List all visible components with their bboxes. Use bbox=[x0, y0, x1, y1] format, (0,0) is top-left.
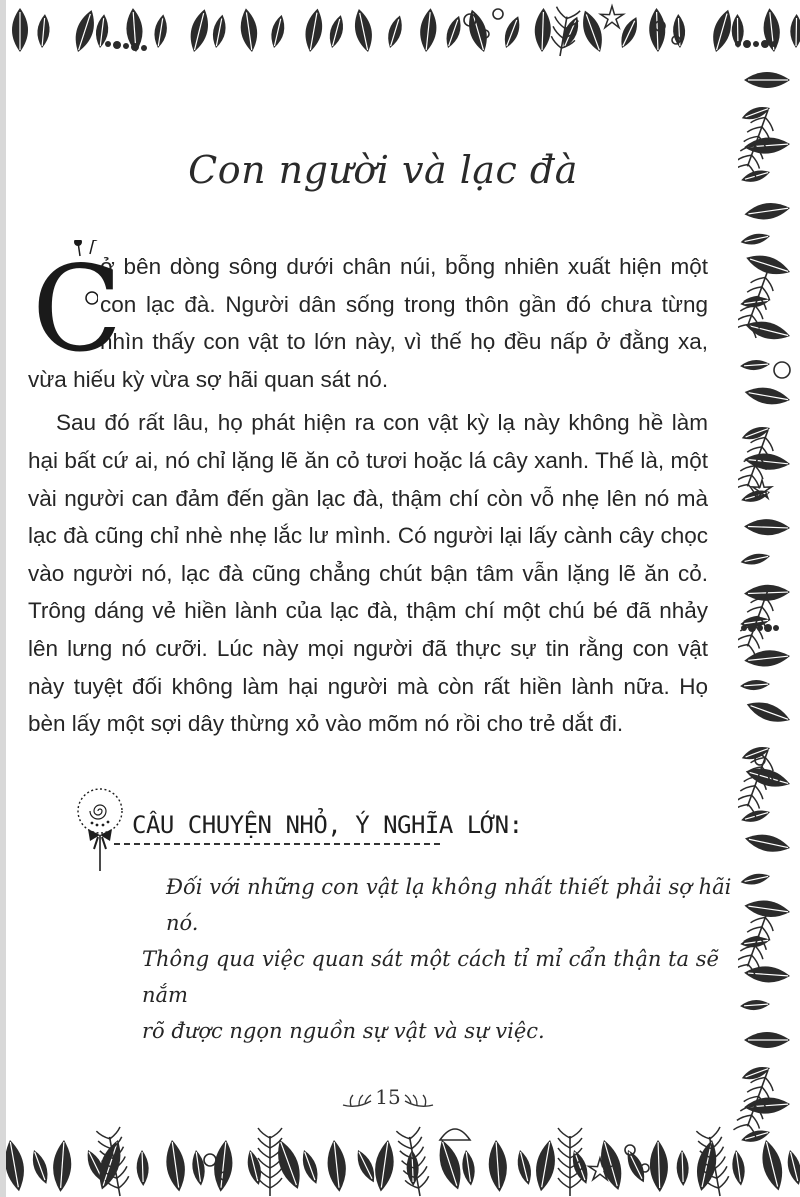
page-title: Con người và lạc đà bbox=[188, 148, 578, 192]
lesson-text bbox=[142, 869, 752, 1049]
vine-left-icon bbox=[341, 1089, 373, 1111]
lollipop-bow-icon bbox=[74, 783, 130, 873]
page-number bbox=[333, 1083, 443, 1113]
book-page bbox=[28, 58, 738, 1109]
story-line: con lạc đà. Người dân sống trong thôn gần đó chưa từng bbox=[100, 291, 708, 317]
story-paragraph-1 bbox=[28, 240, 708, 398]
lesson-box bbox=[74, 783, 754, 1043]
story-line: nhìn thấy con vật to lớn này, vì thế họ đều nấp ở đằng xa, bbox=[100, 329, 708, 355]
lesson-line: Thông qua việc quan sát một cách tỉ mỉ cẩn thận ta sẽ nắm bbox=[142, 947, 719, 1007]
dashed-divider bbox=[114, 843, 440, 845]
story-line: ở bên dòng sông dưới chân núi, bỗng nhiên xuất hiện một bbox=[100, 254, 708, 279]
vine-right-icon bbox=[403, 1089, 435, 1111]
story-line: vừa hiếu kỳ vừa sợ hãi quan sát nó. bbox=[28, 366, 389, 392]
lesson-line: Đối với những con vật lạ không nhất thiết phải sợ hãi nó. bbox=[166, 875, 732, 935]
page-number-value: 15 bbox=[375, 1085, 401, 1109]
lesson-line: rõ được ngọn nguồn sự vật và sự việc. bbox=[142, 1019, 545, 1043]
drop-cap: C bbox=[28, 240, 98, 380]
lesson-heading: CÂU CHUYỆN NHỎ, Ý NGHĨA LỚN: bbox=[132, 811, 523, 839]
story-paragraph-2: Sau đó rất lâu, họ phát hiện ra con vật kỳ lạ này không hề làm hại bất cứ ai, nó chỉ lặng lẽ ăn cỏ tươi hoặc lá cây xanh. Thế là, một vài người can đảm đến gần lạc đà, thậm chí còn vỗ nhẹ lên nó mà lạc đà cũng chỉ nhè nhẹ lắc lư mình. Có người lại lấy cành cây chọc vào người nó, lạc đà cũng chẳng chút bận tâm vẫn lặng lẽ ăn cỏ. Trông dáng vẻ hiền lành của lạc đà, thậm chí một chú bé đã nhảy lên lưng nó cưỡi. Lúc này mọi người đã thực sự tin rằng con vật này tuyệt đối không làm hại người mà còn rất hiền lành nữa. Họ bèn lấy một sợi dây thừng xỏ vào mõm nó rồi cho trẻ dắt đi. bbox=[28, 410, 708, 737]
story-text bbox=[28, 240, 708, 743]
